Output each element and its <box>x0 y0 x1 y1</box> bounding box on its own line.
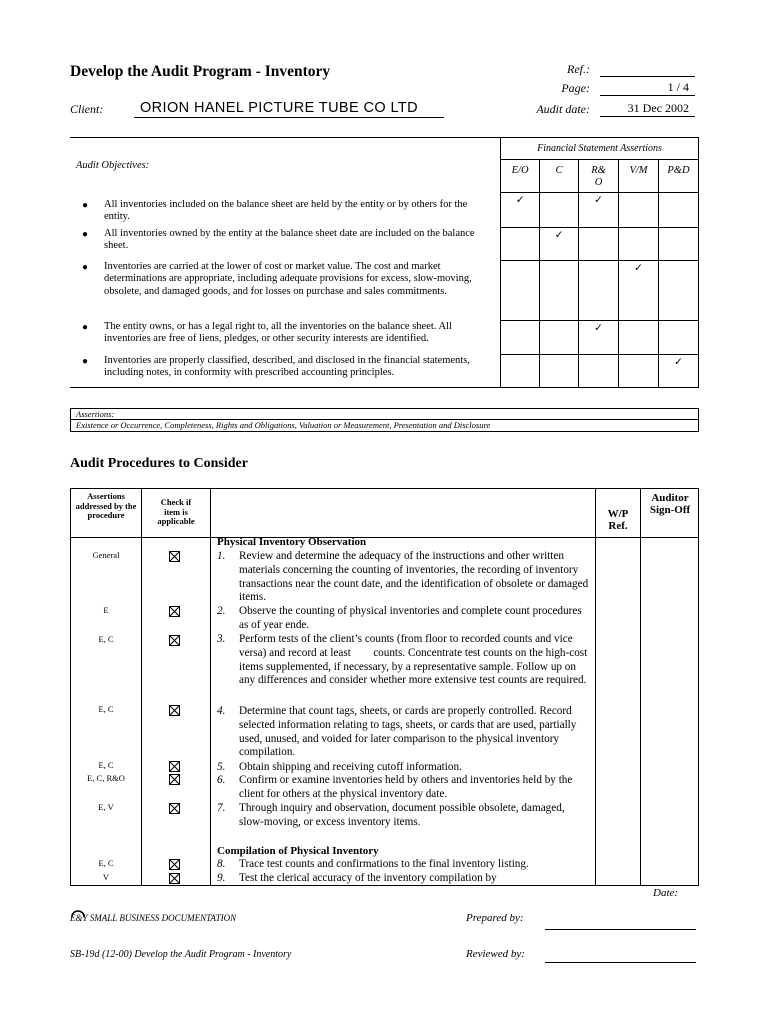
check-c <box>540 193 579 228</box>
objective-text: Inventories are carried at the lower of cost or market value. The cost and market determinations are appropriate, including adequate provisions for excess, slow-moving, obsolete, and damaged goods, and for losses on purchase and sales commitments. <box>104 260 472 297</box>
col-eo: E/O <box>501 160 540 193</box>
item-text: Determine that count tags, sheets, or cards are properly controlled. Record selected information relating to tags, sheets, or cards that are used, partially used, unused, and voided for later comparison to the physical inventory compilation. <box>239 705 577 759</box>
objective-row: ● All inventories owned by the entity at the balance sheet date are included on the balance sheet. ✓ <box>70 228 699 261</box>
procedure-item <box>217 774 589 802</box>
item-text: Through inquiry and observation, document possible obsolete, damaged, slow-moving, or excess inventory items. <box>239 802 565 828</box>
applicable-checkbox[interactable] <box>169 859 180 870</box>
col-ro: R& O <box>579 160 619 193</box>
check-eo: ✓ <box>501 193 540 228</box>
check-eo <box>501 321 540 355</box>
item-number: 5. <box>217 761 226 773</box>
item-assertion: E, C <box>98 634 114 644</box>
col-check-header: Check if item is applicable <box>157 497 195 526</box>
reviewed-by-label: Reviewed by: <box>466 948 525 960</box>
procedure-item <box>217 633 589 688</box>
applicable-checkbox[interactable] <box>169 705 180 716</box>
applicable-checkbox[interactable] <box>169 606 180 617</box>
item-number: 3. <box>217 633 226 645</box>
applicable-checkbox[interactable] <box>169 551 180 562</box>
applicable-checkbox[interactable] <box>169 803 180 814</box>
applicable-checkbox[interactable] <box>169 635 180 646</box>
col-wp-header: W/P Ref. <box>607 508 629 532</box>
date-label: Date: <box>653 887 679 899</box>
item-assertion: E, C, R&O <box>87 773 125 783</box>
section-physical-inventory: Physical Inventory Observation <box>217 536 367 548</box>
procedure-item <box>217 872 609 886</box>
item-text: Observe the counting of physical inventories and complete count procedures as of year ende. <box>239 605 582 631</box>
objective-row: ● Inventories are carried at the lower of cost or market value. The cost and market determinations are appropriate, including adequate provisions for excess, slow-moving, obsolete, and damaged goods, and for losses on purchase and sales commitments. ✓ <box>70 261 699 321</box>
procedures-table <box>70 488 699 886</box>
procedure-item <box>217 761 589 775</box>
check-ro <box>579 355 619 388</box>
procedure-item <box>217 550 589 605</box>
item-assertion: E, C <box>98 704 114 714</box>
objective-text: All inventories included on the balance sheet are held by the entity or by others for the entity. <box>104 198 468 222</box>
item-assertion: E <box>103 605 109 615</box>
objective-row: ● Inventories are properly classified, described, and disclosed in the financial statements, including notes, in conformity with prescribed accounting principles. ✓ <box>70 355 699 388</box>
item-text: Test the clerical accuracy of the inventory compilation by <box>239 872 497 884</box>
audit-date-label: Audit date: <box>536 102 590 116</box>
col-c: C <box>540 160 579 193</box>
check-pd <box>658 321 698 355</box>
item-number: 7. <box>217 802 226 814</box>
assertions-group-header: Financial Statement Assertions <box>501 138 699 160</box>
item-text: Perform tests of the client’s counts (from floor to recorded counts and vice versa) and record at least counts. Concentrate test counts on the high-cost items supplemented, if necessary, by a representative sample. Follow up on any differences and consider whether more extensive test counts are required. <box>239 633 591 687</box>
applicable-checkbox[interactable] <box>169 774 180 785</box>
check-vm <box>619 193 659 228</box>
check-c <box>540 321 579 355</box>
item-assertion: V <box>102 872 110 882</box>
audit-date-value: 31 Dec 2002 <box>600 101 695 117</box>
client-name: ORION HANEL PICTURE TUBE CO LTD <box>134 100 444 118</box>
applicable-checkbox[interactable] <box>169 761 180 772</box>
prepared-by-label: Prepared by: <box>466 912 524 924</box>
item-text: Confirm or examine inventories held by others and inventories held by the client for others at the physical inventory date. <box>239 774 573 800</box>
page-label: Page: <box>561 81 590 95</box>
procedure-item <box>217 605 589 633</box>
col-vm: V/M <box>619 160 659 193</box>
objective-text: The entity owns, or has a legal right to, all the inventories on the balance sheet. All inventories are free of liens, pledges, or other security interests are identified. <box>104 320 452 344</box>
objective-row: ● All inventories included on the balance sheet are held by the entity or by others for the entity. ✓ ✓ <box>70 193 699 228</box>
item-assertion: E, V <box>98 802 114 812</box>
client-label: Client: <box>70 102 104 116</box>
check-eo <box>501 228 540 261</box>
check-ro: ✓ <box>579 193 619 228</box>
objective-text: Inventories are properly classified, described, and disclosed in the financial statements, including notes, in conformity with prescribed accounting principles. <box>104 354 470 378</box>
item-assertion: E, C <box>98 858 114 868</box>
applicable-checkbox[interactable] <box>169 873 180 884</box>
objectives-table <box>70 137 699 388</box>
check-c: ✓ <box>540 228 579 261</box>
col-assertions-header: Assertions addressed by the procedure <box>75 491 137 520</box>
reviewed-by-line[interactable] <box>545 962 696 963</box>
item-text: Obtain shipping and receiving cutoff information. <box>239 761 462 773</box>
audit-objectives-label: Audit Objectives: <box>70 138 501 193</box>
assertions-label: Assertions: <box>76 409 115 419</box>
col-signoff-header: Auditor Sign-Off <box>649 492 691 516</box>
check-c <box>540 355 579 388</box>
objective-text: All inventories owned by the entity at the balance sheet date are included on the balance sheet. <box>104 227 475 251</box>
brand-text: E&Y SMALL BUSINESS DOCUMENTATION <box>70 913 237 923</box>
check-vm <box>619 228 659 261</box>
item-assertion: General <box>92 550 120 560</box>
check-vm: ✓ <box>619 261 659 321</box>
check-pd <box>658 228 698 261</box>
item-number: 8. <box>217 858 226 870</box>
item-number: 1. <box>217 550 226 562</box>
check-ro: ✓ <box>579 321 619 355</box>
check-pd <box>658 193 698 228</box>
check-pd: ✓ <box>658 355 698 388</box>
assertions-legend <box>70 408 699 432</box>
procedure-item <box>217 802 589 830</box>
check-ro <box>579 261 619 321</box>
item-text: Review and determine the adequacy of the instructions and other written materials concerning the counting of inventories, the recording of inventory transactions near the count date, and the identification of obsolete or damaged items. <box>239 550 589 604</box>
document-id: SB-19d (12-00) Develop the Audit Program - Inventory <box>70 949 292 960</box>
ref-label: Ref.: <box>567 62 590 76</box>
ref-value <box>600 74 695 77</box>
check-c <box>540 261 579 321</box>
assertions-text: Existence or Occurrence, Completeness, Rights and Obligations, Valuation or Measurement, Presentation and Disclosure <box>71 419 698 430</box>
page-title: Develop the Audit Program - Inventory <box>70 63 331 80</box>
procedure-item <box>217 705 589 760</box>
section-compilation: Compilation of Physical Inventory <box>217 845 379 857</box>
check-vm <box>619 355 659 388</box>
prepared-by-line[interactable] <box>545 929 696 930</box>
page-number: 1 / 4 <box>600 80 695 96</box>
item-number: 2. <box>217 605 226 617</box>
item-number: 9. <box>217 872 226 884</box>
item-text: Trace test counts and confirmations to the final inventory listing. <box>239 858 529 870</box>
check-vm <box>619 321 659 355</box>
item-number: 4. <box>217 705 226 717</box>
check-eo <box>501 355 540 388</box>
col-pd: P&D <box>658 160 698 193</box>
procedure-item <box>217 858 609 872</box>
check-eo <box>501 261 540 321</box>
procedures-title: Audit Procedures to Consider <box>70 456 248 471</box>
check-pd <box>658 261 698 321</box>
check-ro <box>579 228 619 261</box>
item-number: 6. <box>217 774 226 786</box>
item-assertion: E, C <box>98 760 114 770</box>
objective-row: ● The entity owns, or has a legal right to, all the inventories on the balance sheet. All inventories are free of liens, pledges, or other security interests are identified. ✓ <box>70 321 699 355</box>
